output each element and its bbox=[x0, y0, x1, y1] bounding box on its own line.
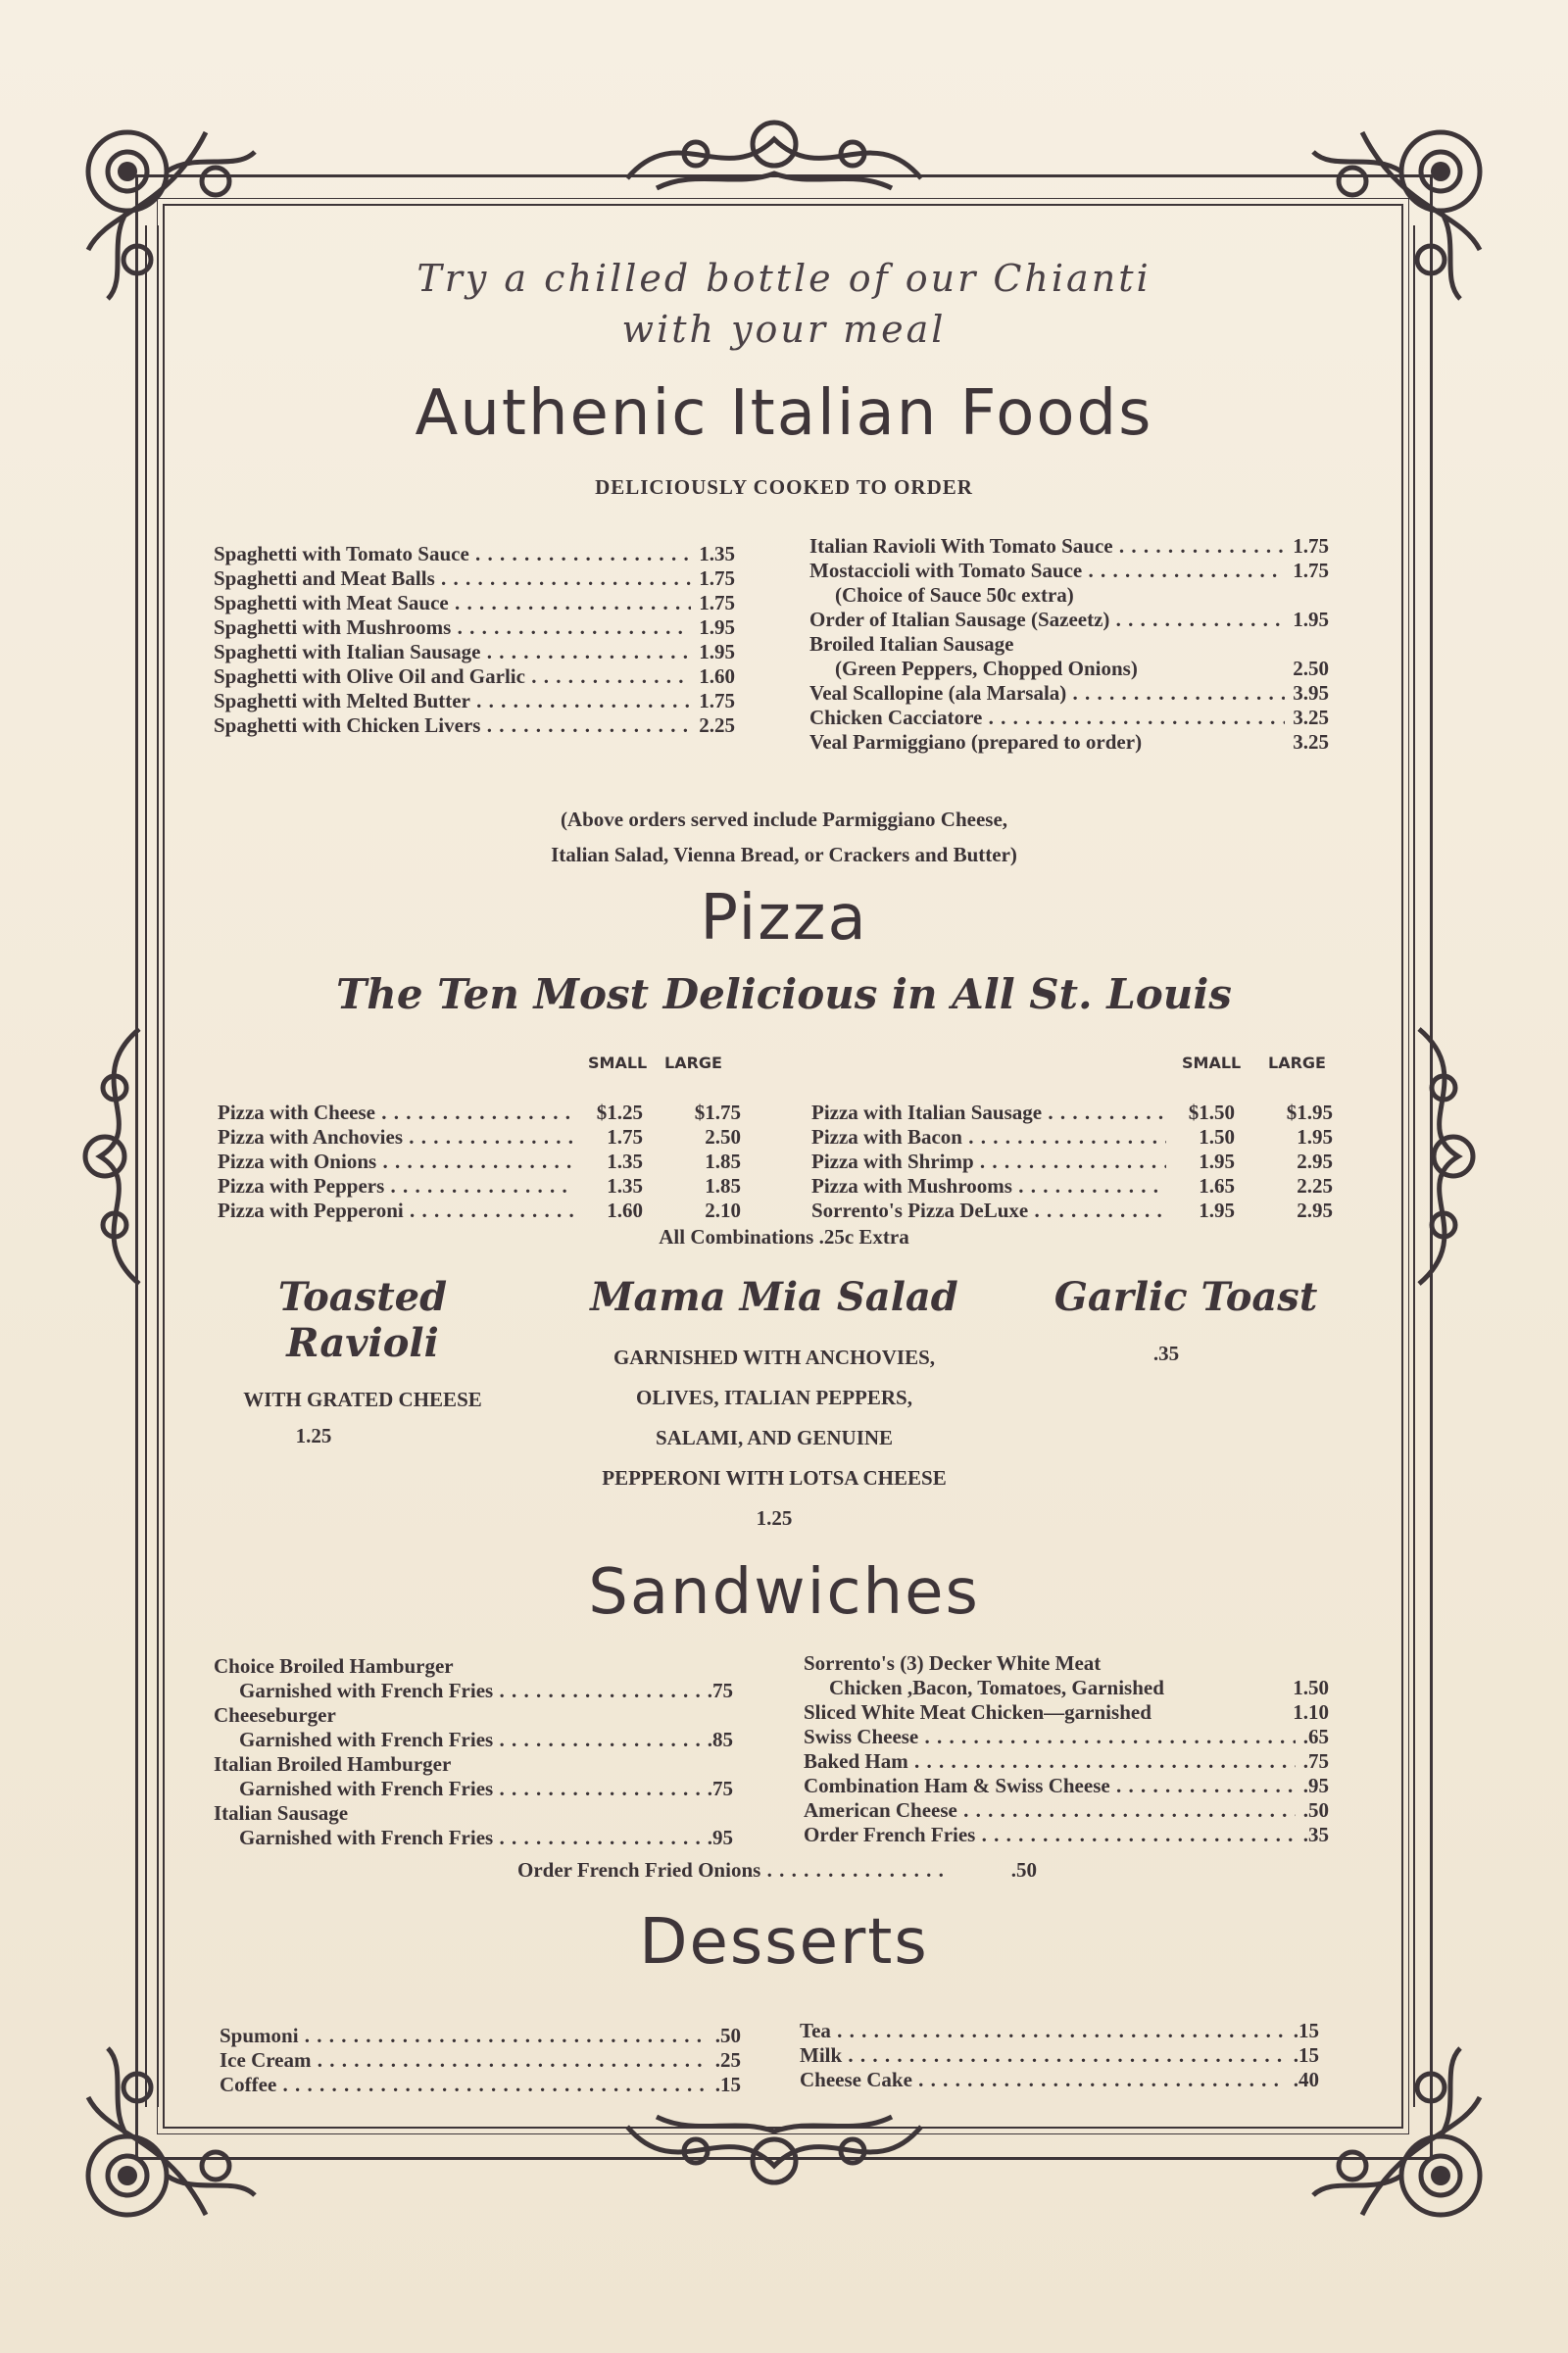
menu-item: Garnished with French Fries . . . .75 bbox=[214, 1777, 733, 1801]
menu-item: Order French Fried Onions . . . .50 bbox=[517, 1858, 1037, 1883]
menu-item: Tea . . . .15 bbox=[800, 2019, 1319, 2043]
french-fried-onions-row bbox=[517, 1858, 1037, 1883]
menu-item: Garnished with French Fries . . . .85 bbox=[214, 1728, 733, 1752]
sandwiches-list-left bbox=[214, 1654, 733, 1850]
mama-mia-salad-price: 1.25 bbox=[756, 1506, 793, 1530]
pizza-item: Pizza with Peppers . . . 1.35 1.85 bbox=[218, 1174, 741, 1199]
sandwiches-title: Sandwiches bbox=[588, 1556, 980, 1629]
garlic-toast-title: Garlic Toast bbox=[1054, 1274, 1318, 1320]
menu-item: Sorrento's (3) Decker White Meat bbox=[804, 1651, 1102, 1675]
corner-ornament-bottom-right bbox=[1303, 2038, 1499, 2234]
menu-item: Spaghetti with Olive Oil and Garlic . . . 1.60 bbox=[214, 664, 735, 689]
italian-foods-note bbox=[0, 802, 1568, 872]
toasted-ravioli-title: Toasted Ravioli bbox=[277, 1274, 448, 1366]
large-label: LARGE bbox=[664, 1054, 722, 1072]
salad-line: OLIVES, ITALIAN PEPPERS, bbox=[635, 1386, 912, 1409]
note-line-2: Italian Salad, Vienna Bread, or Crackers and Butter) bbox=[551, 843, 1017, 866]
menu-item: Spaghetti with Tomato Sauce . . . 1.35 bbox=[214, 542, 735, 566]
pizza-item: Pizza with Anchovies . . . 1.75 2.50 bbox=[218, 1125, 741, 1150]
sandwiches-list-right bbox=[804, 1651, 1329, 1847]
menu-item: Ice Cream . . . .25 bbox=[220, 2048, 741, 2073]
italian-list-left bbox=[214, 542, 735, 738]
pizza-item: Pizza with Cheese . . . $1.25 $1.75 bbox=[218, 1101, 741, 1125]
menu-item: Spaghetti with Italian Sausage . . . 1.95 bbox=[214, 640, 735, 664]
pizza-item: Sorrento's Pizza DeLuxe . . . 1.95 2.95 bbox=[811, 1199, 1333, 1223]
menu-item: Choice Broiled Hamburger bbox=[214, 1654, 454, 1678]
pizza-item: Pizza with Italian Sausage . . . $1.50 $1.95 bbox=[811, 1101, 1333, 1125]
menu-item: Order of Italian Sausage (Sazeetz) . . . 1.95 bbox=[809, 608, 1329, 632]
menu-item: Spumoni . . . .50 bbox=[220, 2024, 741, 2048]
top-center-ornament bbox=[617, 110, 931, 198]
note-line-1: (Above orders served include Parmiggiano Cheese, bbox=[560, 808, 1008, 831]
menu-item: Order French Fries . . . .35 bbox=[804, 1823, 1329, 1847]
menu-item: Milk . . . .15 bbox=[800, 2043, 1319, 2068]
pizza-item: Pizza with Mushrooms . . . 1.65 2.25 bbox=[811, 1174, 1333, 1199]
salad-line: SALAMI, AND GENUINE bbox=[655, 1426, 894, 1449]
tagline-line-2: with your meal bbox=[621, 308, 947, 351]
menu-item-note: (Choice of Sauce 50c extra) bbox=[835, 583, 1074, 607]
menu-item: Spaghetti with Melted Butter . . . 1.75 bbox=[214, 689, 735, 713]
menu-item: Swiss Cheese . . . .65 bbox=[804, 1725, 1329, 1749]
menu-item: Cheeseburger bbox=[214, 1703, 336, 1727]
pizza-size-header bbox=[218, 1051, 741, 1075]
menu-item: Veal Parmiggiano (prepared to order) 3.25 bbox=[809, 730, 1329, 754]
menu-item: Garnished with French Fries . . . .75 bbox=[214, 1679, 733, 1703]
menu-item: Mostaccioli with Tomato Sauce . . . 1.75 bbox=[809, 559, 1329, 583]
menu-item: Veal Scallopine (ala Marsala) . . . 3.95 bbox=[809, 681, 1329, 706]
italian-list-right bbox=[809, 534, 1329, 755]
italian-foods-subtitle: DELICIOUSLY COOKED TO ORDER bbox=[595, 475, 973, 499]
menu-item: Combination Ham & Swiss Cheese . . . .95 bbox=[804, 1774, 1329, 1798]
menu-item: Spaghetti and Meat Balls . . . 1.75 bbox=[214, 566, 735, 591]
pizza-combinations-note: All Combinations .25c Extra bbox=[659, 1225, 909, 1249]
garlic-toast-section bbox=[1039, 1274, 1333, 1369]
menu-item: Garnished with French Fries . . . .95 bbox=[214, 1826, 733, 1850]
small-label: SMALL bbox=[1182, 1054, 1242, 1072]
menu-item: Chicken ,Bacon, Tomatoes, Garnished 1.50 bbox=[829, 1676, 1329, 1699]
desserts-list-left bbox=[220, 2024, 741, 2097]
menu-item: Coffee . . . .15 bbox=[220, 2073, 741, 2097]
menu-item: Spaghetti with Mushrooms . . . 1.95 bbox=[214, 615, 735, 640]
desserts-title: Desserts bbox=[639, 1906, 929, 1979]
mama-mia-salad-section bbox=[529, 1274, 1019, 1539]
tagline-line-1: Try a chilled bottle of our Chianti bbox=[416, 257, 1152, 300]
garlic-toast-price: .35 bbox=[1152, 1342, 1180, 1365]
pizza-item: Pizza with Shrimp . . . 1.95 2.95 bbox=[811, 1150, 1333, 1174]
menu-item: Spaghetti with Chicken Livers . . . 2.25 bbox=[214, 713, 735, 738]
mama-mia-salad-desc bbox=[529, 1338, 1019, 1539]
toasted-ravioli-desc: WITH GRATED CHEESE bbox=[243, 1388, 482, 1411]
pizza-item: Pizza with Onions . . . 1.35 1.85 bbox=[218, 1150, 741, 1174]
pizza-title: Pizza bbox=[700, 882, 868, 955]
pizza-size-header bbox=[811, 1051, 1333, 1075]
tagline bbox=[0, 253, 1568, 355]
pizza-item: Pizza with Bacon . . . 1.50 1.95 bbox=[811, 1125, 1333, 1150]
menu-item: Sliced White Meat Chicken—garnished 1.10 bbox=[804, 1700, 1329, 1724]
menu-item: Italian Broiled Hamburger bbox=[214, 1752, 452, 1776]
menu-item: Spaghetti with Meat Sauce . . . 1.75 bbox=[214, 591, 735, 615]
large-label: LARGE bbox=[1268, 1054, 1326, 1072]
toasted-ravioli-section bbox=[196, 1274, 529, 1456]
menu-item: Baked Ham . . . .75 bbox=[804, 1749, 1329, 1774]
pizza-list-left bbox=[218, 1051, 741, 1223]
menu-item: Broiled Italian Sausage bbox=[809, 632, 1014, 656]
menu-item: American Cheese . . . .50 bbox=[804, 1798, 1329, 1823]
pizza-subtitle: The Ten Most Delicious in All St. Louis bbox=[336, 970, 1232, 1018]
salad-line: GARNISHED WITH ANCHOVIES, bbox=[612, 1346, 936, 1369]
pizza-list-right bbox=[811, 1051, 1333, 1223]
menu-item: Italian Sausage bbox=[214, 1801, 349, 1825]
salad-line: PEPPERONI WITH LOTSA CHEESE bbox=[602, 1466, 947, 1490]
menu-item: Italian Ravioli With Tomato Sauce . . . 1.75 bbox=[809, 534, 1329, 559]
toasted-ravioli-price: 1.25 bbox=[295, 1424, 332, 1447]
small-label: SMALL bbox=[588, 1054, 648, 1072]
menu-item: Cheese Cake . . . .40 bbox=[800, 2068, 1319, 2092]
desserts-list-right bbox=[800, 2019, 1319, 2092]
pizza-item: Pizza with Pepperoni . . . 1.60 2.10 bbox=[218, 1199, 741, 1223]
bottom-center-ornament bbox=[617, 2107, 931, 2195]
menu-item: (Green Peppers, Chopped Onions) 2.50 bbox=[835, 657, 1329, 680]
menu-item: Chicken Cacciatore . . . 3.25 bbox=[809, 706, 1329, 730]
italian-foods-title: Authenic Italian Foods bbox=[415, 377, 1153, 450]
mama-mia-salad-title: Mama Mia Salad bbox=[590, 1274, 958, 1320]
